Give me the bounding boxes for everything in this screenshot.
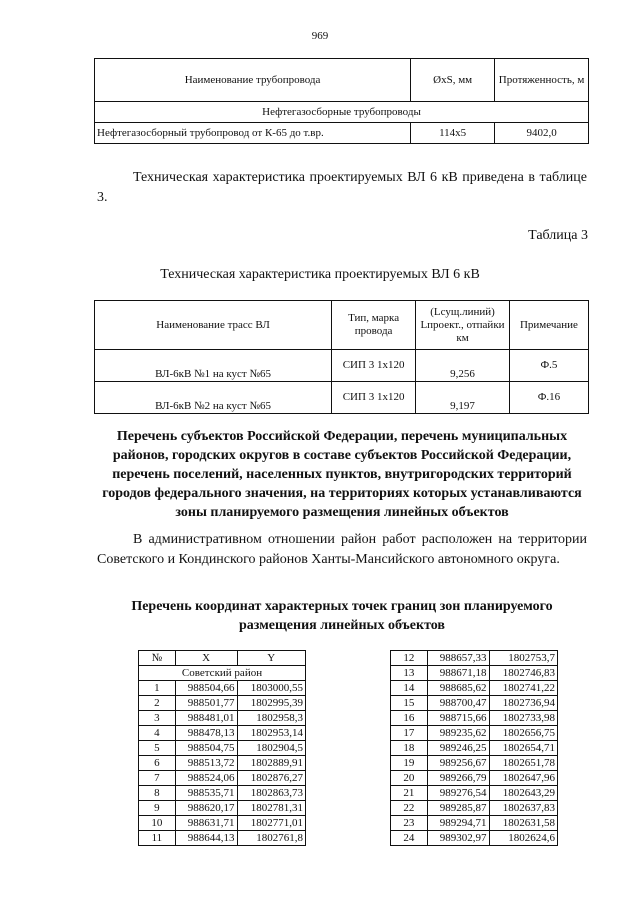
- table-row: [391, 831, 558, 846]
- cell-y: 1802958,3: [237, 711, 305, 726]
- header-note: Примечание: [509, 301, 588, 350]
- table-row: [391, 726, 558, 741]
- table-header-row: [139, 651, 306, 666]
- cell-y: 1802753,7: [489, 651, 557, 666]
- cell-y: 1802656,75: [489, 726, 557, 741]
- cell-x: 988524,06: [175, 771, 237, 786]
- header-diameter: ØxS, мм: [411, 59, 495, 102]
- cell-x: 988504,75: [175, 741, 237, 756]
- cell-x: 989256,67: [427, 756, 489, 771]
- cell-x: 989235,62: [427, 726, 489, 741]
- cell-number: 17: [391, 726, 428, 741]
- table-row: [139, 786, 306, 801]
- table-row: [95, 382, 589, 414]
- paragraph-admin-location: В административном отношении район работ расположен на территории Советского и Кондинского районов Ханты-Мансийского автономного округа.: [97, 532, 587, 567]
- header-length: Протяженность, м: [495, 59, 589, 102]
- cell-y: 1802647,96: [489, 771, 557, 786]
- cell-y: 1802654,71: [489, 741, 557, 756]
- coordinates-table-right: [390, 650, 558, 846]
- cell-x: 988501,77: [175, 696, 237, 711]
- cell-y: 1802761,8: [237, 831, 305, 846]
- cell-note: Ф.5: [509, 350, 588, 382]
- cell-number: 24: [391, 831, 428, 846]
- cell-note: Ф.16: [509, 382, 588, 414]
- table-row: [139, 726, 306, 741]
- cell-x: 988700,47: [427, 696, 489, 711]
- cell-y: 1802651,78: [489, 756, 557, 771]
- table-row: [95, 350, 589, 382]
- cell-x: 989285,87: [427, 801, 489, 816]
- cell-number: 3: [139, 711, 176, 726]
- header-wire-type: Тип, марка провода: [332, 301, 416, 350]
- cell-x: 989246,25: [427, 741, 489, 756]
- cell-y: 1802953,14: [237, 726, 305, 741]
- table-row: [139, 711, 306, 726]
- cell-number: 19: [391, 756, 428, 771]
- table-row: [139, 756, 306, 771]
- cell-number: 13: [391, 666, 428, 681]
- cell-number: 7: [139, 771, 176, 786]
- table-row: [391, 666, 558, 681]
- cell-y: 1802876,27: [237, 771, 305, 786]
- heading-subjects-list: Перечень субъектов Российской Федерации, перечень муниципальных районов, городских округов в составе субъектов Российской Федерации, перечень поселений, населенных пунктов, внутригородских территорий городов федерального значения, на территориях которых устанавливаются зоны планируемого размещения линейных объектов: [102, 429, 582, 520]
- cell-wire-type: СИП 3 1x120: [332, 382, 416, 414]
- district-row: [139, 666, 306, 681]
- cell-x: 988620,17: [175, 801, 237, 816]
- cell-y: 1802889,91: [237, 756, 305, 771]
- table-header-row: [95, 301, 589, 350]
- table-row: [391, 741, 558, 756]
- cell-y: 1802746,83: [489, 666, 557, 681]
- cell-y: 1802995,39: [237, 696, 305, 711]
- cell-x: 988535,71: [175, 786, 237, 801]
- power-lines-table: [94, 300, 589, 414]
- table-row: [139, 696, 306, 711]
- cell-number: 18: [391, 741, 428, 756]
- table-row: [139, 801, 306, 816]
- cell-x: 988715,66: [427, 711, 489, 726]
- cell-y: 1802637,83: [489, 801, 557, 816]
- cell-number: 21: [391, 786, 428, 801]
- header-y: Y: [237, 651, 305, 666]
- cell-y: 1802741,22: [489, 681, 557, 696]
- cell-number: 5: [139, 741, 176, 756]
- cell-number: 15: [391, 696, 428, 711]
- cell-number: 8: [139, 786, 176, 801]
- cell-number: 9: [139, 801, 176, 816]
- cell-length: 9402,0: [495, 123, 589, 144]
- cell-number: 22: [391, 801, 428, 816]
- header-pipeline-name: Наименование трубопровода: [95, 59, 411, 102]
- cell-number: 20: [391, 771, 428, 786]
- cell-x: 988631,71: [175, 816, 237, 831]
- paragraph-vl-intro: Техническая характеристика проектируемых ВЛ 6 кВ приведена в таблице 3.: [97, 170, 587, 205]
- table-row: [391, 756, 558, 771]
- cell-number: 11: [139, 831, 176, 846]
- cell-x: 988671,18: [427, 666, 489, 681]
- cell-number: 14: [391, 681, 428, 696]
- cell-number: 4: [139, 726, 176, 741]
- table-row: [139, 816, 306, 831]
- table-row: [391, 816, 558, 831]
- cell-number: 10: [139, 816, 176, 831]
- cell-line-length: 9,256: [416, 350, 510, 382]
- table-row: [139, 771, 306, 786]
- cell-x: 988481,01: [175, 711, 237, 726]
- table-header-row: [95, 59, 589, 102]
- cell-y: 1802733,98: [489, 711, 557, 726]
- cell-number: 2: [139, 696, 176, 711]
- cell-route-name: ВЛ-6кВ №2 на куст №65: [95, 382, 332, 414]
- table-row: [391, 771, 558, 786]
- table-group-row: [95, 102, 589, 123]
- cell-y: 1803000,55: [237, 681, 305, 696]
- table-row: [139, 681, 306, 696]
- cell-y: 1802771,01: [237, 816, 305, 831]
- cell-x: 989294,71: [427, 816, 489, 831]
- cell-wire-type: СИП 3 1x120: [332, 350, 416, 382]
- table-row: [391, 696, 558, 711]
- header-number: №: [139, 651, 176, 666]
- cell-number: 16: [391, 711, 428, 726]
- cell-y: 1802624,6: [489, 831, 557, 846]
- cell-number: 1: [139, 681, 176, 696]
- coordinates-table-left: [138, 650, 306, 846]
- table-row: [391, 786, 558, 801]
- page-number: 969: [311, 30, 329, 42]
- cell-x: 988513,72: [175, 756, 237, 771]
- cell-y: 1802781,31: [237, 801, 305, 816]
- cell-x: 988685,62: [427, 681, 489, 696]
- cell-x: 989276,54: [427, 786, 489, 801]
- header-route-name: Наименование трасс ВЛ: [95, 301, 332, 350]
- cell-y: 1802631,58: [489, 816, 557, 831]
- cell-route-name: ВЛ-6кВ №1 на куст №65: [95, 350, 332, 382]
- cell-pipeline-name: Нефтегазосборный трубопровод от К-65 до т.вр.: [95, 123, 411, 144]
- table-caption: Таблица 3: [528, 228, 588, 243]
- table-title: Техническая характеристика проектируемых ВЛ 6 кВ: [160, 267, 480, 282]
- table-row: [391, 801, 558, 816]
- cell-y: 1802904,5: [237, 741, 305, 756]
- table-row: [391, 651, 558, 666]
- cell-diameter: 114x5: [411, 123, 495, 144]
- table-row: [139, 831, 306, 846]
- header-line-length: (Lсущ.линий) Lпроект., отпайки км: [416, 301, 510, 350]
- cell-x: 988478,13: [175, 726, 237, 741]
- cell-line-length: 9,197: [416, 382, 510, 414]
- cell-x: 988504,66: [175, 681, 237, 696]
- table-row: [391, 681, 558, 696]
- cell-y: 1802643,29: [489, 786, 557, 801]
- cell-x: 989302,97: [427, 831, 489, 846]
- cell-x: 989266,79: [427, 771, 489, 786]
- cell-y: 1802736,94: [489, 696, 557, 711]
- district-label: Советский район: [139, 666, 306, 681]
- cell-x: 988657,33: [427, 651, 489, 666]
- pipeline-table: [94, 58, 589, 144]
- cell-number: 6: [139, 756, 176, 771]
- cell-number: 12: [391, 651, 428, 666]
- group-label: Нефтегазосборные трубопроводы: [95, 102, 589, 123]
- cell-x: 988644,13: [175, 831, 237, 846]
- cell-y: 1802863,73: [237, 786, 305, 801]
- header-x: X: [175, 651, 237, 666]
- cell-number: 23: [391, 816, 428, 831]
- table-row: [95, 123, 589, 144]
- heading-coordinates: Перечень координат характерных точек границ зон планируемого размещения линейных объектов: [131, 599, 553, 633]
- table-row: [139, 741, 306, 756]
- table-row: [391, 711, 558, 726]
